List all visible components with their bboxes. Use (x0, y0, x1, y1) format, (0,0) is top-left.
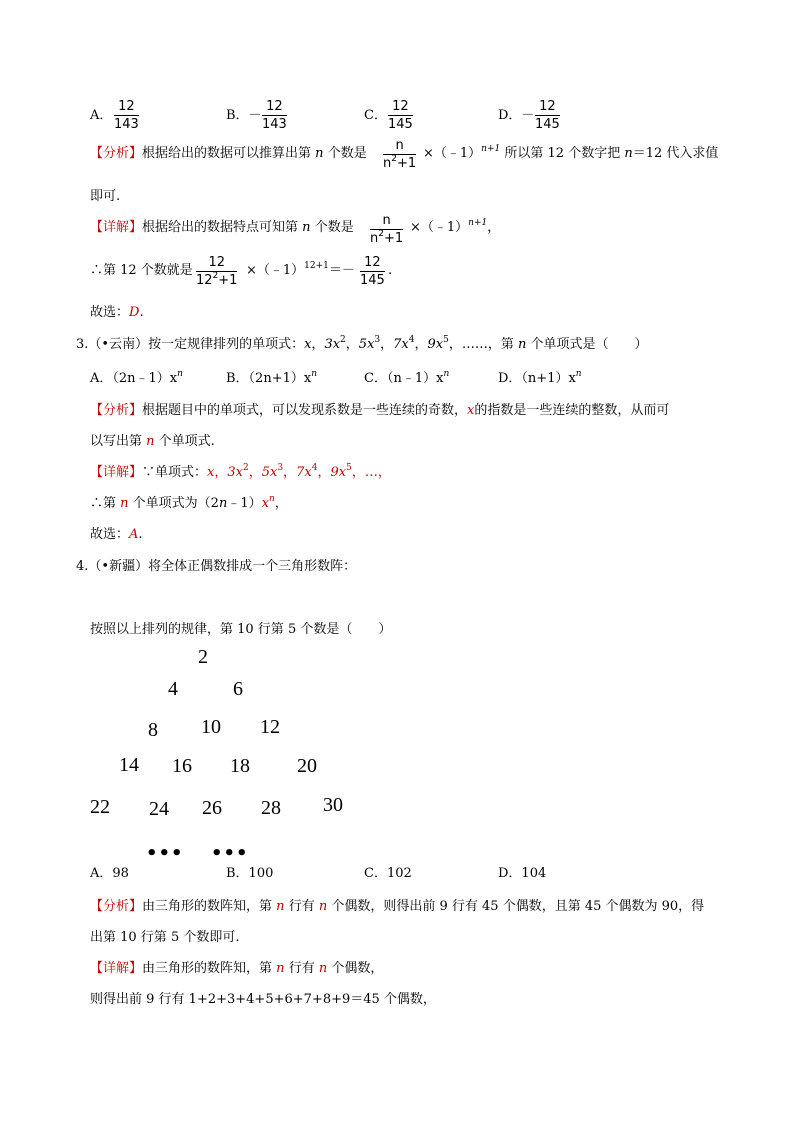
term: 5x (358, 337, 375, 352)
q4-stem-2: 按照以上排列的规律，第 10 行第 5 个数是（ ） (90, 622, 392, 637)
fraction-numerator: 12 (388, 100, 413, 116)
detail-line-2b (246, 261, 355, 278)
var-x: x (467, 403, 475, 418)
den-tail: +1 (383, 231, 404, 246)
fraction-numerator: n (370, 214, 403, 230)
text: 个单项式为（2 (132, 496, 219, 511)
text: 个偶数，则得出前 9 行有 45 个偶数，且第 45 个偶数为 90，得 (331, 899, 705, 914)
q4-analysis-line-2: 出第 10 行第 5 个数即可. (90, 930, 240, 945)
fraction-numerator: 12 (114, 100, 139, 116)
text: 行有 (288, 899, 315, 914)
fraction-numerator: 12 (535, 100, 560, 116)
fraction-denominator: 145 (535, 117, 560, 132)
text: 故选： (90, 305, 130, 320)
text: ×（﹣1） (410, 220, 469, 235)
text: 根据给出的数据特点可知第 (142, 220, 299, 235)
var-n: n (624, 146, 633, 161)
detail-line-2 (90, 264, 193, 277)
text: . (388, 263, 393, 278)
text: 故选： (90, 527, 130, 542)
q3-detail-line-1: 【详解】∵单项式：x，$3x^2$，$5x^3$，$7x^4$，$9x^5$，…， (90, 463, 391, 480)
fraction-numerator: n (383, 139, 416, 155)
triangle-number: 2 (198, 646, 208, 668)
exponent: 3 (277, 463, 284, 473)
den-exp: 2 (212, 271, 219, 281)
exponent: n+1 (468, 218, 488, 228)
text: 所以第 12 个数字把 (504, 146, 621, 161)
text: D．（n+1）x (498, 371, 576, 386)
fraction-denominator (370, 230, 403, 245)
analysis-fraction (383, 139, 416, 170)
den-exp: 2 (391, 154, 397, 164)
answer-letter: D (129, 305, 140, 320)
text: . (139, 305, 144, 320)
option-a-fraction (114, 100, 139, 131)
detail-line-2-fraction (196, 256, 237, 287)
analysis-tag: 【分析】 (90, 899, 143, 914)
analysis-tag: 【分析】 (90, 403, 143, 418)
answer-letter: A (129, 527, 139, 542)
triangle-number: 12 (260, 716, 280, 738)
q4-option-c: C．102 (364, 866, 412, 881)
text: ， (274, 496, 288, 511)
exponent: n (311, 369, 317, 379)
text: B．（2n+1）x (226, 371, 312, 386)
exponent: 5 (443, 335, 449, 345)
text: 根据题目中的单项式，可以发现系数是一些连续的奇数， (142, 403, 468, 418)
analysis-tag: 【分析】 (90, 146, 143, 161)
detail-tag: 【详解】 (90, 961, 143, 976)
var-n: n (315, 146, 324, 161)
q4-detail-line-1 (90, 962, 383, 975)
text: . (138, 527, 143, 542)
fraction-denominator: 143 (262, 117, 287, 132)
term: 5x (261, 465, 278, 480)
term: x (304, 337, 312, 352)
detail-tag: 【详解】 (90, 220, 143, 235)
fraction-denominator (383, 155, 416, 170)
var-n: n (276, 899, 285, 914)
analysis-line-2: 即可. (90, 189, 121, 204)
den-base: n (370, 231, 379, 246)
triangle-number: 18 (230, 755, 250, 777)
triangle-number: 30 (323, 794, 343, 816)
text: 个单项式. (158, 434, 215, 449)
fraction-denominator (196, 272, 237, 287)
fraction-denominator: 145 (388, 117, 413, 132)
den-base: n (383, 156, 392, 171)
option-b-fraction (262, 100, 287, 131)
q3-option-b (226, 369, 317, 386)
q4-option-d: D．104 (498, 866, 547, 881)
exponent: 3 (374, 335, 381, 345)
exponent: 2 (340, 335, 346, 345)
q3-option-d (498, 369, 582, 386)
exponent: 4 (311, 463, 318, 473)
den-base: 12 (196, 273, 213, 288)
term: 7x (393, 337, 409, 352)
term: 7x (296, 465, 312, 480)
fraction-denominator: 145 (360, 273, 385, 288)
exponent: 2 (243, 463, 249, 473)
text: 个数是 (327, 146, 367, 161)
exponent: 12+1 (304, 261, 329, 271)
text: ×（﹣1） (246, 263, 305, 278)
q3-option-a (90, 369, 183, 386)
den-tail: +1 (218, 273, 238, 288)
den-tail: +1 (396, 156, 417, 171)
q4-analysis-line-1 (90, 900, 704, 913)
text: ﹣1） (227, 496, 262, 511)
triangle-number: 6 (233, 678, 243, 700)
exponent: 4 (408, 335, 415, 345)
text: ＝12 代入求值 (632, 146, 719, 161)
triangle-number: 20 (297, 755, 317, 777)
option-d-label: D．－ (498, 108, 535, 123)
triangle-number: 14 (119, 754, 139, 776)
option-d-fraction (535, 100, 560, 131)
text: 以写出第 (90, 434, 143, 449)
detail-line-1b (410, 218, 501, 235)
text: A．（2n﹣1）x (90, 371, 178, 386)
den-exp: 2 (378, 229, 384, 239)
text: 个数是 (314, 220, 354, 235)
text: ，……，第 (448, 337, 514, 352)
triangle-number: 10 (201, 716, 221, 738)
triangle-number: 24 (149, 798, 169, 820)
detail-tag: 【详解】 (90, 465, 143, 480)
ellipsis-dots: ••• (146, 843, 184, 864)
option-b-label: B．－ (226, 108, 262, 123)
fraction-numerator: 12 (262, 100, 287, 116)
var-n: n (120, 496, 129, 511)
var-n: n (518, 337, 527, 352)
detail-line-2-result (360, 256, 385, 287)
triangle-number: 4 (168, 678, 178, 700)
text: 3.（•云南）按一定规律排列的单项式： (76, 337, 305, 352)
exponent: n (443, 369, 450, 379)
analysis-line-1b (423, 144, 719, 161)
var-n: n (302, 220, 311, 235)
q4-option-a: A．98 (90, 866, 129, 881)
option-c-fraction (388, 100, 413, 131)
triangle-number: 28 (261, 797, 281, 819)
q4-stem: 4.（•新疆）将全体正偶数排成一个三角形数阵： (76, 559, 357, 574)
text: 的指数是一些连续的整数，从而可 (474, 403, 670, 418)
var-n: n (146, 434, 155, 449)
detail-line-1 (90, 221, 354, 234)
exponent: n (575, 369, 582, 379)
triangle-number: 16 (172, 755, 192, 777)
text: 根据给出的数据可以推算出第 (142, 146, 312, 161)
q3-detail-line-2 (90, 494, 288, 511)
text: ∵单项式： (142, 465, 208, 480)
text: 由三角形的数阵知，第 (142, 899, 273, 914)
text: ∴第 12 个数就是 (90, 263, 193, 278)
fraction-numerator: 12 (360, 256, 385, 272)
text: ∴第 (90, 496, 117, 511)
q3-answer (90, 528, 143, 541)
var-x: x (261, 496, 269, 511)
q4-option-b: B．100 (226, 866, 274, 881)
ellipsis-dots: ••• (211, 843, 249, 864)
triangle-number: 26 (202, 797, 222, 819)
text: ＝－ (328, 263, 355, 278)
text: ， (487, 220, 501, 235)
q3-option-c (364, 369, 450, 386)
option-c-label: C． (364, 108, 387, 123)
exponent: 5 (346, 463, 352, 473)
analysis-line-1 (90, 147, 367, 160)
var-n: n (318, 899, 328, 914)
q3-stem: 3.（•云南）按一定规律排列的单项式：x，$3x^2$，$5x^3$，$7x^4$，$9x^5$，……，第 n 个单项式是（ ） (76, 335, 648, 352)
term: 3x (324, 337, 341, 352)
text: C．（n﹣1）x (364, 371, 444, 386)
text: 行有 (288, 961, 315, 976)
var-n: n (318, 961, 328, 976)
term: 3x (227, 465, 243, 480)
q3-analysis-line-1 (90, 404, 669, 417)
text: 个偶数， (331, 961, 384, 976)
exponent: n (177, 369, 183, 379)
option-a-label: A． (90, 108, 113, 123)
fraction-denominator: 143 (114, 117, 139, 132)
q3-analysis-line-2 (90, 435, 215, 448)
q2-answer (90, 306, 144, 319)
triangle-number: 22 (90, 796, 110, 818)
detail-fraction (370, 214, 403, 245)
q4-detail-line-2: 则得出前 9 行有 1+2+3+4+5+6+7+8+9＝45 个偶数， (90, 992, 436, 1007)
var-n: n (218, 496, 228, 511)
text: 由三角形的数阵知，第 (142, 961, 273, 976)
fraction-numerator: 12 (196, 256, 237, 272)
var-n: n (276, 961, 285, 976)
term: x (207, 465, 215, 480)
text: 个单项式是（ ） (530, 337, 648, 352)
term: 9x (330, 465, 347, 480)
triangle-number: 8 (148, 719, 158, 741)
exponent: n (268, 494, 275, 504)
text: ×（﹣1） (423, 146, 482, 161)
term: 9x (427, 337, 444, 352)
exponent: n+1 (481, 144, 501, 154)
